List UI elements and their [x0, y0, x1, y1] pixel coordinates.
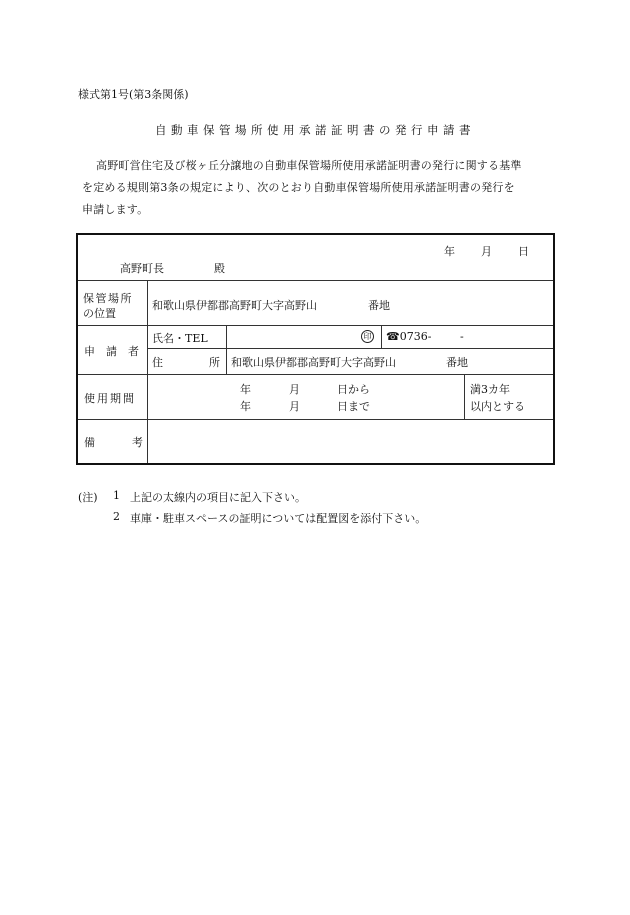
storage-location-address: 和歌山県伊都郡高野町大字高野山: [152, 299, 317, 312]
applicant-address-lot-suffix: 番地: [446, 356, 468, 369]
row-divider: [78, 280, 553, 281]
tel-prefix: ☎0736-: [386, 330, 432, 343]
notes-label: (注): [78, 491, 98, 504]
storage-location-label-2: の位置: [83, 307, 116, 320]
period-note-divider: [464, 374, 465, 419]
date-day: 日: [518, 245, 529, 258]
document-title: 自動車保管場所使用承諾証明書の発行申請書: [155, 123, 475, 137]
date-year: 年: [444, 245, 455, 258]
intro-line-3: 申請します。: [82, 203, 149, 216]
tel-divider: [381, 325, 382, 348]
storage-location-label-1: 保管場所: [83, 292, 133, 305]
period-month-from: 月: [289, 383, 300, 396]
intro-line-1: 高野町営住宅及び桜ヶ丘分譲地の自動車保管場所使用承諾証明書の発行に関する基準: [96, 159, 522, 172]
usage-period-label: 使用期間: [84, 392, 136, 405]
applicant-address: 和歌山県伊都郡高野町大字高野山: [231, 356, 396, 369]
tel-dash: -: [460, 330, 464, 343]
row-divider: [78, 325, 553, 326]
addressee: 高野町長: [120, 262, 164, 275]
intro-line-2: を定める規則第3条の規定により、次のとおり自動車保管場所使用承諾証明書の発行を: [82, 181, 515, 194]
note-number: 2: [113, 510, 120, 523]
period-year-until: 年: [240, 400, 251, 413]
honorific: 殿: [214, 262, 225, 275]
period-month-until: 月: [289, 400, 300, 413]
label-column-divider: [147, 280, 148, 463]
row-divider: [78, 374, 553, 375]
seal-icon: 印: [361, 330, 374, 343]
note-text: 上記の太線内の項目に記入下さい。: [130, 491, 306, 504]
storage-location-lot-suffix: 番地: [368, 299, 390, 312]
address-label-2: 所: [209, 356, 220, 369]
period-year-from: 年: [240, 383, 251, 396]
remarks-label-1: 備: [84, 436, 95, 449]
name-tel-label: 氏名・TEL: [152, 332, 208, 345]
row-divider: [78, 419, 553, 420]
note-text: 車庫・駐車スペースの証明については配置図を添付下さい。: [130, 512, 427, 525]
applicant-label: 申 請 者: [84, 345, 139, 358]
period-limit-note-2: 以内とする: [470, 400, 525, 413]
application-form-table: [76, 233, 555, 465]
period-until: 日まで: [337, 400, 370, 413]
row-divider: [147, 348, 553, 349]
remarks-label-2: 考: [132, 436, 143, 449]
address-label-1: 住: [152, 356, 163, 369]
period-from: 日から: [337, 383, 370, 396]
form-number: 様式第1号(第3条関係): [78, 88, 189, 101]
sub-label-divider: [226, 325, 227, 374]
period-limit-note-1: 満3カ年: [470, 383, 510, 396]
date-month: 月: [481, 245, 492, 258]
note-number: 1: [113, 489, 120, 502]
